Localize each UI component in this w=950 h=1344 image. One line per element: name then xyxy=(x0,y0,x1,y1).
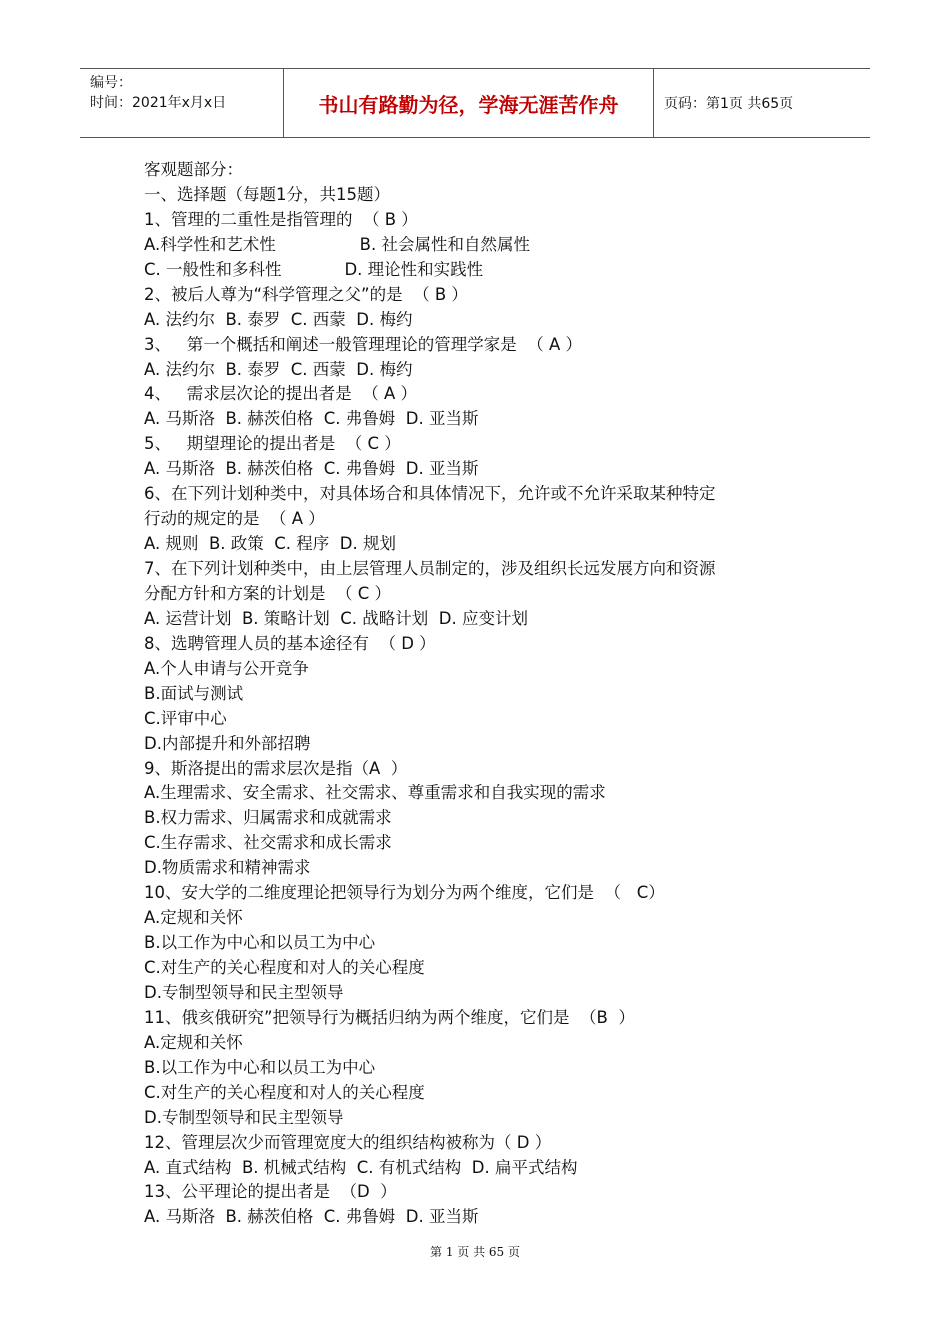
text-line: A.定规和关怀 xyxy=(144,1032,243,1052)
text-line: D.物质需求和精神需求 xyxy=(144,858,311,878)
text-line: 10、安大学的二维度理论把领导行为划分为两个维度，它们是 （ C） xyxy=(144,883,665,903)
text-line: 分配方针和方案的计划是 （ C ） xyxy=(144,583,392,603)
header-motto: 书山有路勤为径，学海无涯苦作舟 xyxy=(284,69,654,137)
date-label: 时间：2021年x月x日 xyxy=(90,95,227,111)
page-header xyxy=(80,68,870,138)
text-line: 2、被后人尊为“科学管理之父”的是 （ B ） xyxy=(144,284,468,304)
text-line: D.内部提升和外部招聘 xyxy=(144,733,311,753)
header-page-info: 页码：第1页 共65页 xyxy=(664,96,794,112)
text-line: C.评审中心 xyxy=(144,708,227,728)
text-line: 4、 需求层次论的提出者是 （ A ） xyxy=(144,384,417,404)
text-line: 一、选择题（每题1分，共15题） xyxy=(144,184,390,204)
text-line: B.权力需求、归属需求和成就需求 xyxy=(144,808,392,828)
text-line: 9、斯洛提出的需求层次是指（A ） xyxy=(144,758,408,778)
text-line: A.定规和关怀 xyxy=(144,908,243,928)
text-line: A.个人申请与公开竞争 xyxy=(144,658,309,678)
text-line: A. 法约尔 B. 泰罗 C. 西蒙 D. 梅约 xyxy=(144,309,413,329)
text-line: 13、公平理论的提出者是 （D ） xyxy=(144,1182,397,1202)
text-line: 行动的规定的是 （ A ） xyxy=(144,509,325,529)
serial-label: 编号： xyxy=(90,75,132,91)
text-line: D.专制型领导和民主型领导 xyxy=(144,982,344,1002)
text-line: A. 规则 B. 政策 C. 程序 D. 规划 xyxy=(144,534,396,554)
text-line: B.面试与测试 xyxy=(144,683,244,703)
text-line: 1、管理的二重性是指管理的 （ B ） xyxy=(144,209,418,229)
text-line: A. 直式结构 B. 机械式结构 C. 有机式结构 D. 扁平式结构 xyxy=(144,1157,578,1177)
text-line: 8、选聘管理人员的基本途径有 （ D ） xyxy=(144,633,436,653)
page-footer: 第 1 页 共 65 页 xyxy=(430,1245,520,1259)
text-line: 5、 期望理论的提出者是 （ C ） xyxy=(144,434,401,454)
text-line: 12、管理层次少而管理宽度大的组织结构被称为（ D ） xyxy=(144,1132,552,1152)
text-line: A.科学性和艺术性 B. 社会属性和自然属性 xyxy=(144,234,530,254)
text-line: A. 马斯洛 B. 赫茨伯格 C. 弗鲁姆 D. 亚当斯 xyxy=(144,409,479,429)
text-line: D.专制型领导和民主型领导 xyxy=(144,1107,344,1127)
text-line: C. 一般性和多科性 D. 理论性和实践性 xyxy=(144,259,484,279)
document-body xyxy=(144,158,834,1230)
text-line: C.生存需求、社交需求和成长需求 xyxy=(144,833,392,853)
header-meta xyxy=(80,69,284,137)
text-line: C.对生产的关心程度和对人的关心程度 xyxy=(144,958,425,977)
text-line: 7、在下列计划种类中，由上层管理人员制定的，涉及组织长远发展方向和资源 xyxy=(144,559,716,578)
text-line: 6、在下列计划种类中，对具体场合和具体情况下，允许或不允许采取某种特定 xyxy=(144,484,716,504)
text-line: A. 法约尔 B. 泰罗 C. 西蒙 D. 梅约 xyxy=(144,359,413,379)
text-line: C.对生产的关心程度和对人的关心程度 xyxy=(144,1082,425,1102)
text-line: 11、俄亥俄研究”把领导行为概括归纳为两个维度，它们是 （B ） xyxy=(144,1007,635,1027)
text-line: A. 马斯洛 B. 赫茨伯格 C. 弗鲁姆 D. 亚当斯 xyxy=(144,1207,479,1227)
text-line: B.以工作为中心和以员工为中心 xyxy=(144,933,376,953)
text-line: 3、 第一个概括和阐述一般管理理论的管理学家是 （ A ） xyxy=(144,334,582,354)
text-line: A. 马斯洛 B. 赫茨伯格 C. 弗鲁姆 D. 亚当斯 xyxy=(144,459,479,479)
text-line: B.以工作为中心和以员工为中心 xyxy=(144,1057,376,1077)
text-line: 客观题部分： xyxy=(144,160,243,179)
text-line: A.生理需求、安全需求、社交需求、尊重需求和自我实现的需求 xyxy=(144,783,606,803)
text-line: A. 运营计划 B. 策略计划 C. 战略计划 D. 应变计划 xyxy=(144,608,528,628)
